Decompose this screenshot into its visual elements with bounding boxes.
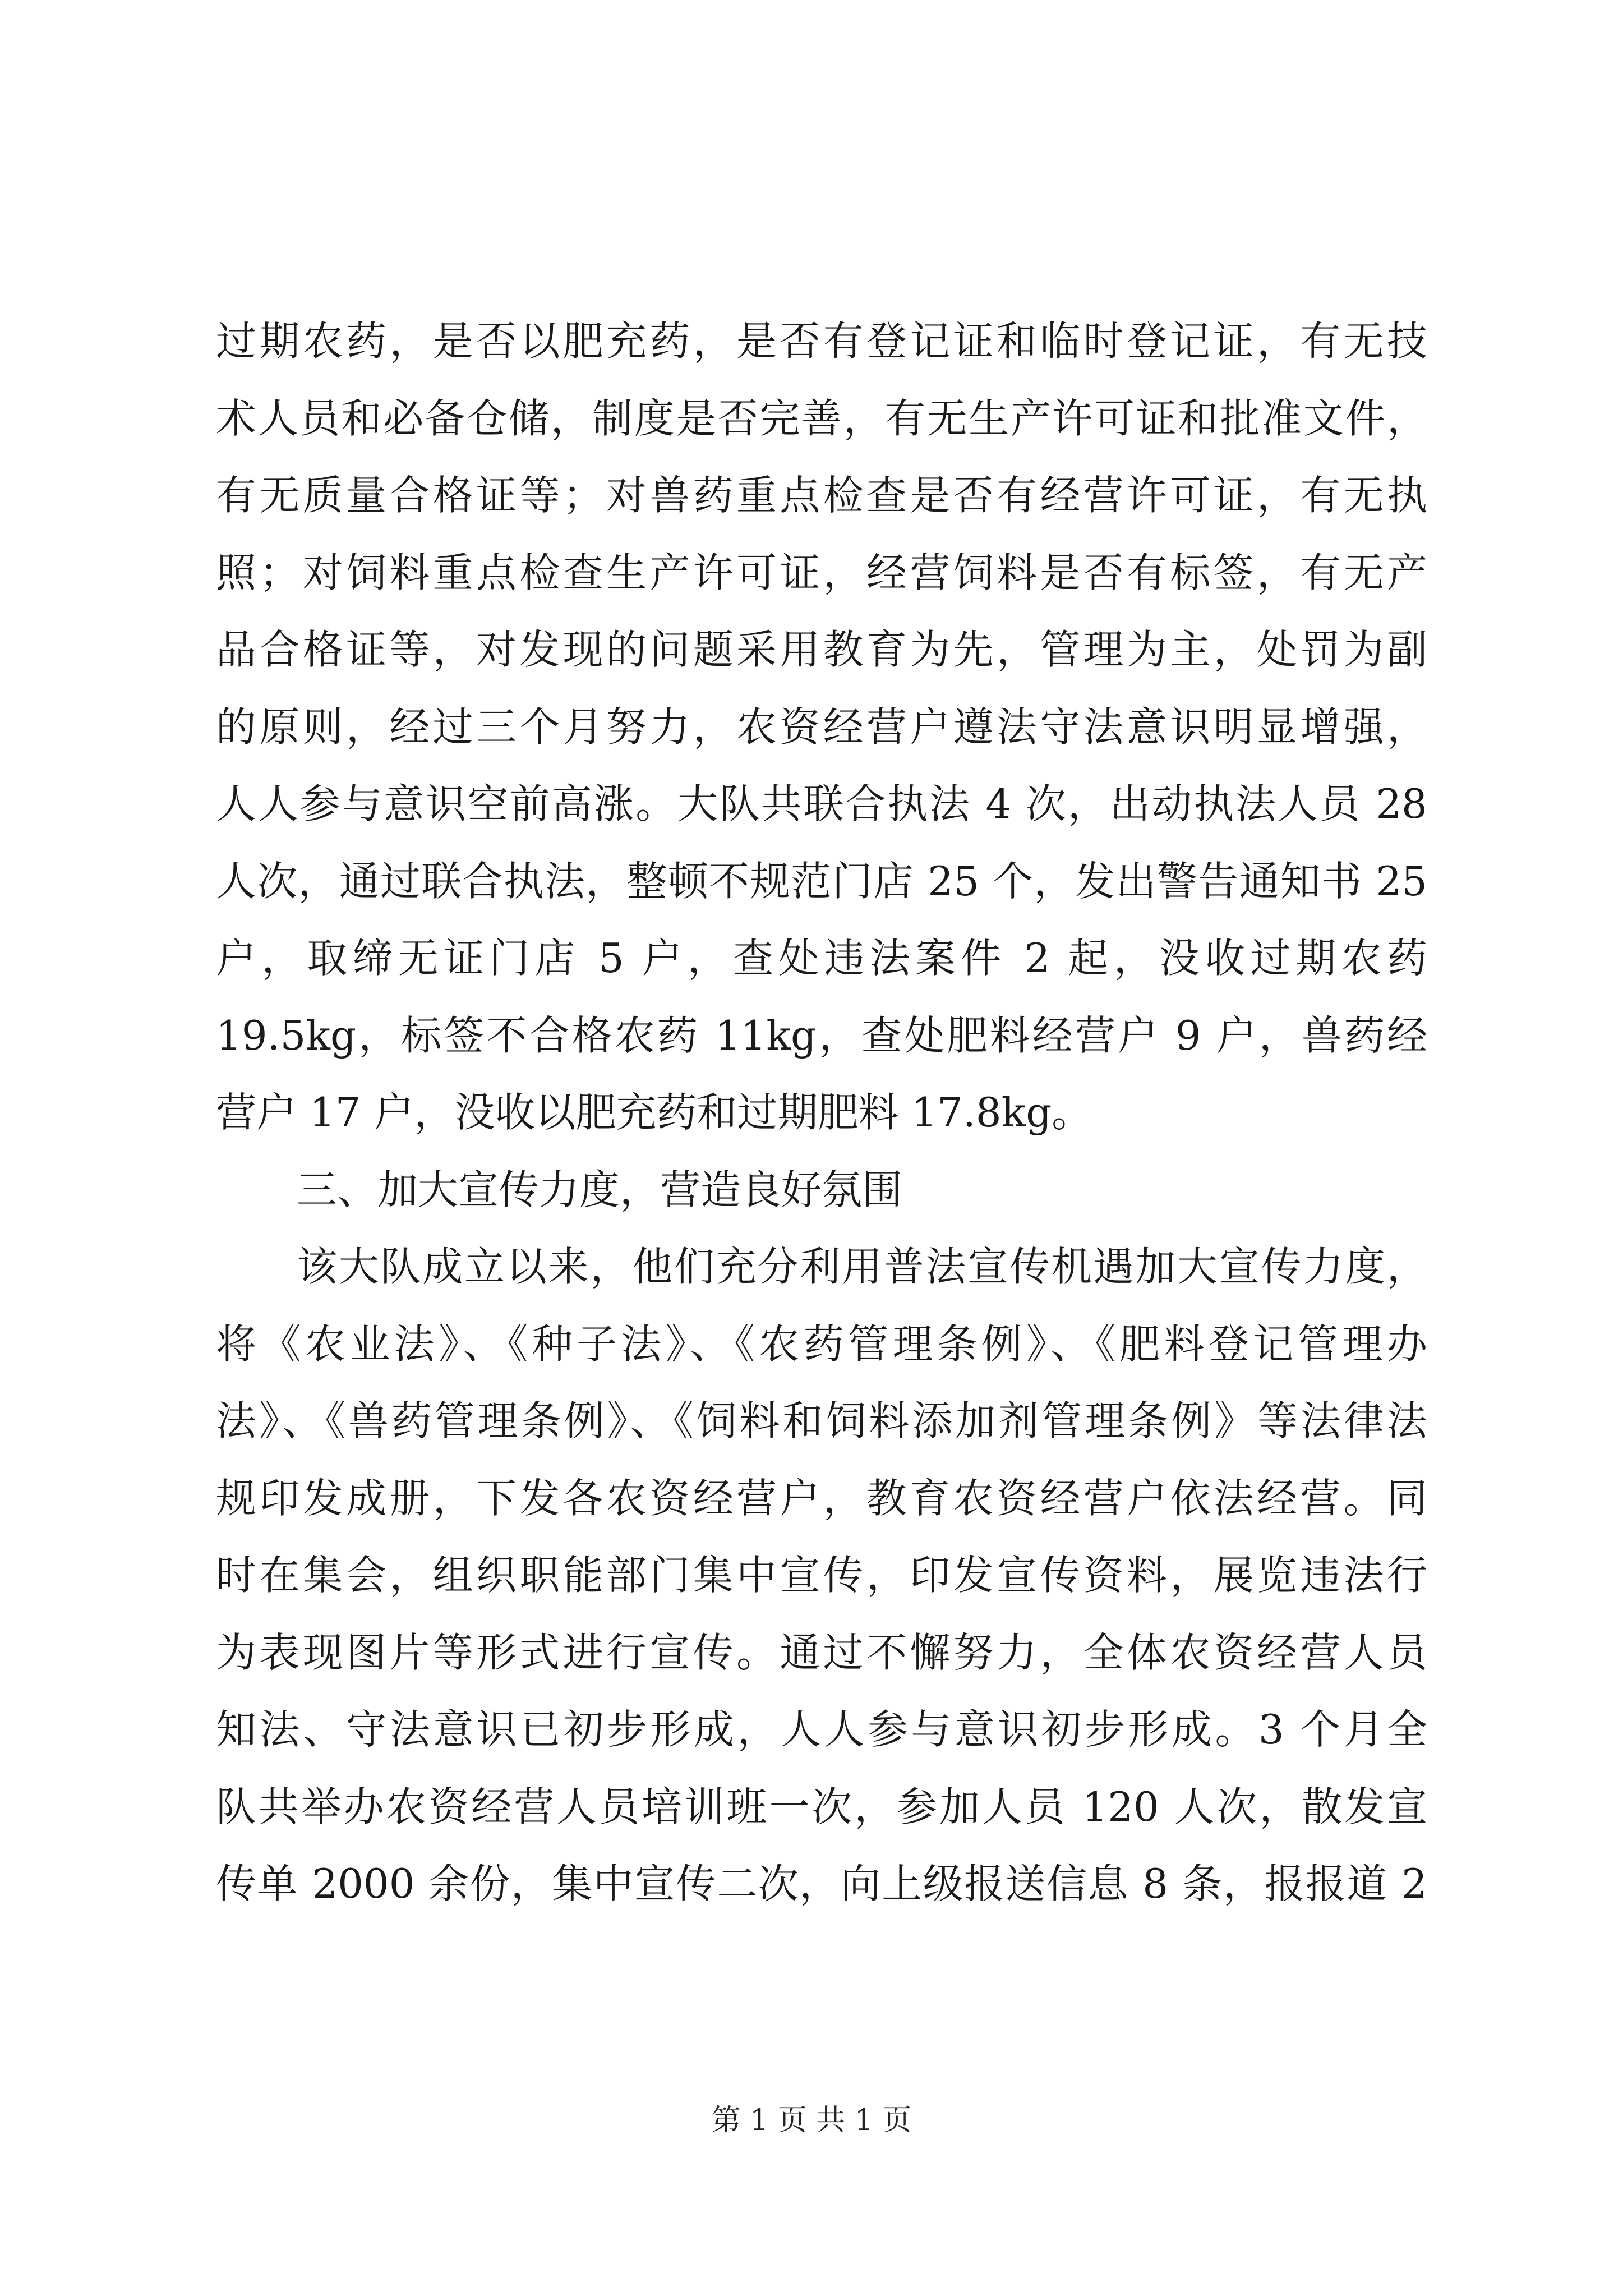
body-line-20: 队共举办农资经营人员培训班一次，参加人员 120 人次，散发宣 — [216, 1783, 1427, 1830]
body-line-18: 为表现图片等形式进行宣传。通过不懈努力，全体农资经营人员 — [216, 1628, 1427, 1676]
body-line-9: 户，取缔无证门店 5 户，查处违法案件 2 起，没收过期农药 — [216, 935, 1427, 982]
body-line-10: 19.5kg，标签不合格农药 11kg，查处肥料经营户 9 户，兽药经 — [216, 1011, 1427, 1059]
body-line-21: 传单 2000 余份，集中宣传二次，向上级报送信息 8 条，报报道 2 — [216, 1860, 1427, 1907]
section-heading: 三、加大宣传力度，营造良好氛围 — [297, 1166, 903, 1213]
body-line-2: 术人员和必备仓储，制度是否完善，有无生产许可证和批准文件， — [216, 394, 1427, 442]
body-line-7: 人人参与意识空前高涨。大队共联合执法 4 次，出动执法人员 28 — [216, 780, 1427, 827]
body-line-19: 知法、守法意识已初步形成，人人参与意识初步形成。3 个月全 — [216, 1706, 1427, 1753]
body-line-15: 法》、《兽药管理条例》、《饲料和饲料添加剂管理条例》等法律法 — [216, 1397, 1427, 1444]
body-line-1: 过期农药，是否以肥充药，是否有登记证和临时登记证，有无技 — [216, 318, 1427, 365]
body-line-13: 该大队成立以来，他们充分利用普法宣传机遇加大宣传力度， — [297, 1243, 1427, 1290]
body-line-17: 时在集会，组织职能部门集中宣传，印发宣传资料，展览违法行 — [216, 1552, 1427, 1599]
body-line-8: 人次，通过联合执法，整顿不规范门店 25 个，发出警告通知书 25 — [216, 857, 1427, 905]
body-line-6: 的原则，经过三个月努力，农资经营户遵法守法意识明显增强， — [216, 703, 1427, 751]
body-line-4: 照；对饲料重点检查生产许可证，经营饲料是否有标签，有无产 — [216, 549, 1427, 596]
body-line-14: 将《农业法》、《种子法》、《农药管理条例》、《肥料登记管理办 — [216, 1320, 1427, 1368]
body-line-16: 规印发成册，下发各农资经营户，教育农资经营户依法经营。同 — [216, 1474, 1427, 1522]
body-line-3: 有无质量合格证等；对兽药重点检查是否有经营许可证，有无执 — [216, 472, 1427, 519]
body-line-5: 品合格证等，对发现的问题采用教育为先，管理为主，处罚为副 — [216, 626, 1427, 673]
document-body — [216, 303, 1427, 1923]
body-line-11: 营户 17 户，没收以肥充药和过期肥料 17.8kg。 — [216, 1089, 1092, 1136]
page-footer: 第 1 页 共 1 页 — [711, 2104, 912, 2137]
